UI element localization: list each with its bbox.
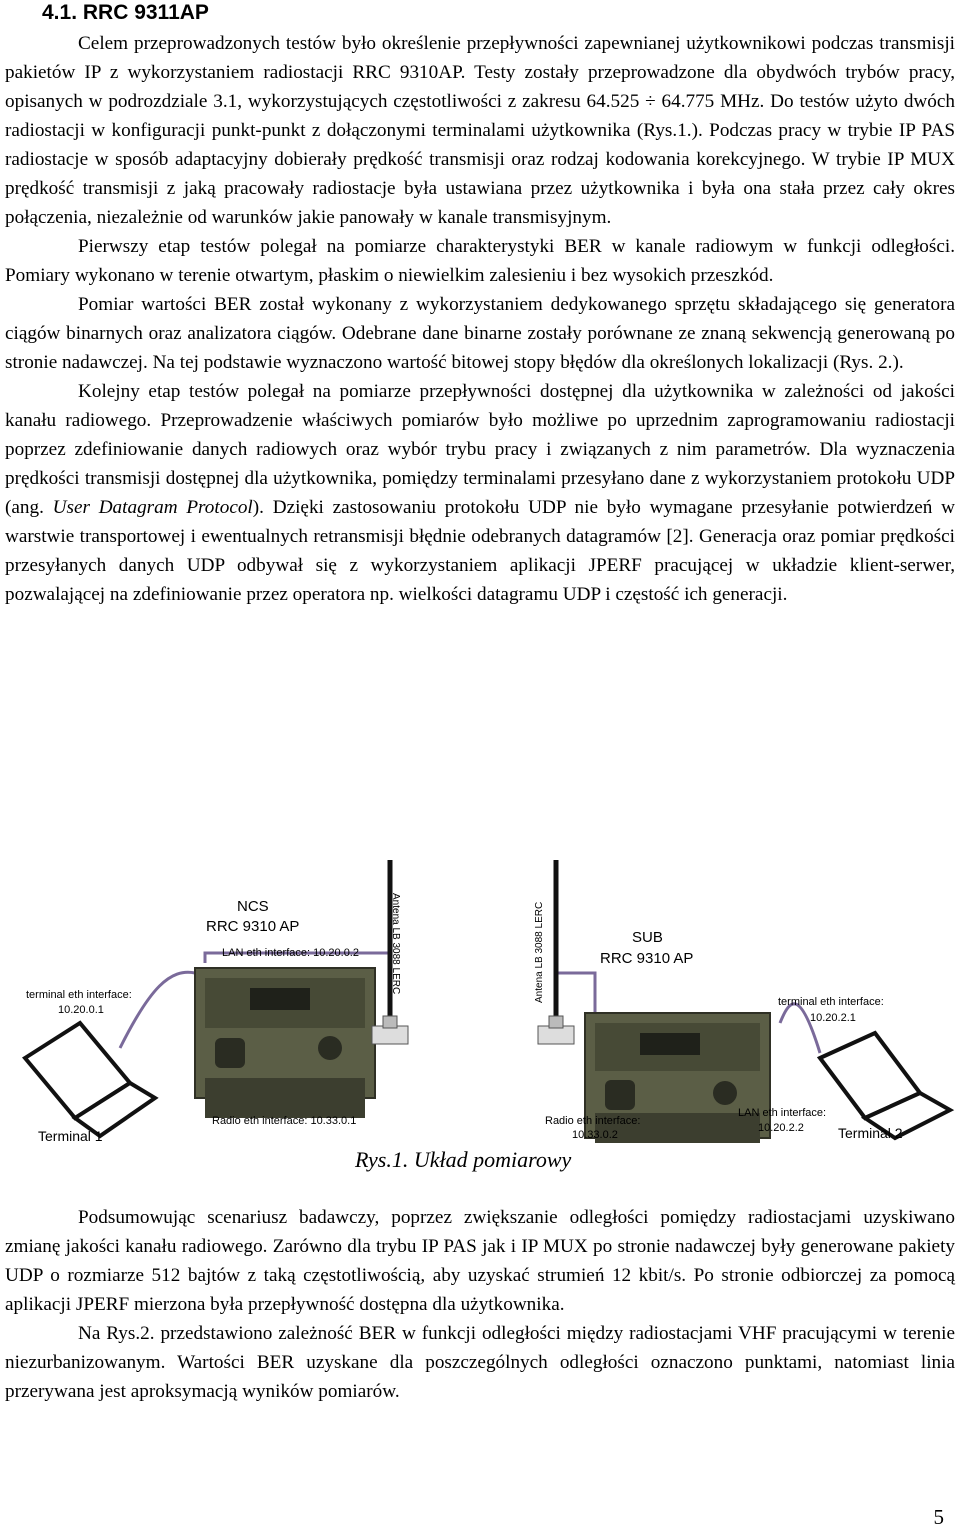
cable-terminal1-ncs (120, 972, 195, 1048)
sub-lan-interface-ip: 10.20.2.2 (758, 1122, 804, 1134)
ncs-title: NCS (237, 898, 269, 915)
ncs-lan-interface: LAN eth interface: 10.20.0.2 (222, 947, 359, 959)
paragraph-text: Na Rys.2. przedstawiono zależność BER w funkcji odległości między radiostacjami VHF pracującymi w terenie niezurbanizowanym. Wartości BER uzyskane dla poszczególnych odległości oznaczono punktami, natomiast linia przerywana jest aproksymacją wyników pomiarów. (5, 1323, 955, 1402)
terminal1-interface-label: terminal eth interface: (26, 989, 132, 1001)
laptop-terminal1 (25, 1023, 155, 1136)
laptop-terminal2 (820, 1033, 950, 1138)
paragraph-text: Pomiar wartości BER został wykonany z wykorzystaniem dedykowanego sprzętu składającego się generatora ciągów binarnych oraz analizatora ciągów. Odebrane dane binarne zostały porównane ze znaną sekwencją generowaną po stronie nadawczej. Na tej podstawie wyznaczono wartość bitowej stopy błędów dla określonych lokalizacji (Rys. 2.). (5, 294, 955, 373)
italic-term: User Datagram Protocol (52, 497, 253, 518)
antenna-left-label: Antena LB 3088 LERC (390, 893, 401, 995)
paragraph (5, 1319, 955, 1406)
terminal1-interface-ip: 10.20.0.1 (58, 1004, 104, 1016)
sub-model: RRC 9310 AP (600, 950, 694, 967)
terminal2-interface-label: terminal eth interface: (778, 996, 884, 1008)
paragraph-text: Celem przeprowadzonych testów było określenie przepływności zapewnianej użytkownikowi podczas transmisji pakietów IP z wykorzystaniem radiostacji RRC 9310AP. Testy zostały przeprowadzone dla obydwóch trybów pracy, opisanych w podrozdziale 3.1, wykorzystujących częstotliwości z zakresu 64.525 ÷ 64.775 MHz. Do testów użyto dwóch radiostacji w konfiguracji punkt-punkt z dołączonymi terminalami użytkownika (Rys.1.). Podczas pracy w trybie IP PAS radiostacje w sposób adaptacyjny dobierały prędkość transmisji oraz rodzaj kodowania korekcyjnego. W trybie IP MUX prędkość transmisji z jaką pracowały radiostacje była ustawiana przez użytkownika i była ona stała przez cały okres połączenia, niezależnie od warunków jakie panowały w kanale transmisyjnym. (5, 33, 955, 228)
page-number: 5 (933, 1505, 944, 1529)
setup-diagram (0, 848, 960, 1178)
body-text-top (5, 29, 955, 609)
paragraph (5, 377, 955, 609)
paragraph (5, 29, 955, 232)
radio-interface-right-ip: 10.33.0.2 (572, 1129, 618, 1141)
terminal2-interface-ip: 10.20.2.1 (810, 1012, 856, 1024)
figure-caption: Rys.1. Układ pomiarowy (355, 1147, 572, 1172)
ncs-radio (195, 968, 375, 1118)
terminal2-label: Terminal 2 (838, 1125, 903, 1141)
terminal1-label: Terminal 1 (38, 1128, 103, 1144)
paragraph (5, 232, 955, 290)
paragraph-text: Podsumowując scenariusz badawczy, poprzez zwiększanie odległości pomiędzy radiostacjami uzyskiwano zmianę jakości kanału radiowego. Zarówno dla trybu IP PAS jak i IP MUX po stronie nadawczej były generowane pakiety UDP o rozmiarze 512 bajtów z taką częstotliwością, aby uzyskać strumień 12 kbit/s. Po stronie odbiorczej za pomocą aplikacji JPERF mierzona była przepływność dostępna dla użytkownika. (5, 1207, 955, 1315)
paragraph-text: ). Dzięki zastosowaniu protokołu UDP nie było wymagane przesyłanie potwierdzeń w warstwie transportowej i ewentualnych retransmisji błędnie odebranych datagramów [2]. Generacja oraz pomiar prędkości przesyłanych danych UDP odbywał się z wykorzystaniem aplikacji JPERF pracującej w układzie klient-serwer, pozwalającej na zdefiniowanie przez operatora np. wielkości datagramu UDP i częstość ich generacji. (5, 497, 955, 605)
paragraph-text: Kolejny etap testów polegał na pomiarze przepływności dostępnej dla użytkownika w zależności od jakości kanału radiowego. Przeprowadzenie właściwych pomiarów było możliwe po uprzednim zaprogramowaniu radiostacji poprzez zdefiniowanie danych radiowych oraz wybór trybu pracy i związanych z nim parametrów. Dla wyznaczenia prędkości transmisji dostępnej dla użytkownika, pomiędzy terminalami przesyłano dane z wykorzystaniem protokołu UDP (ang. (5, 381, 955, 518)
sub-title: SUB (632, 929, 663, 946)
paragraph (5, 1203, 955, 1319)
section-heading: 4.1. RRC 9311AP (42, 1, 209, 24)
sub-lan-interface-label: LAN eth interface: (738, 1107, 827, 1119)
measurement-setup-figure (0, 848, 960, 1178)
antenna-right-label: Antena LB 3088 LERC (534, 901, 545, 1003)
radio-interface-left: Radio eth interface: 10.33.0.1 (212, 1115, 357, 1127)
paragraph (5, 290, 955, 377)
body-text-bottom (5, 1203, 955, 1406)
radio-interface-right-label: Radio eth interface: (545, 1115, 641, 1127)
ncs-model: RRC 9310 AP (206, 918, 300, 935)
paragraph-text: Pierwszy etap testów polegał na pomiarze charakterystyki BER w kanale radiowym w funkcji odległości. Pomiary wykonano w terenie otwartym, płaskim o niewielkim zalesieniu i bez wysokich przeszkód. (5, 236, 955, 286)
